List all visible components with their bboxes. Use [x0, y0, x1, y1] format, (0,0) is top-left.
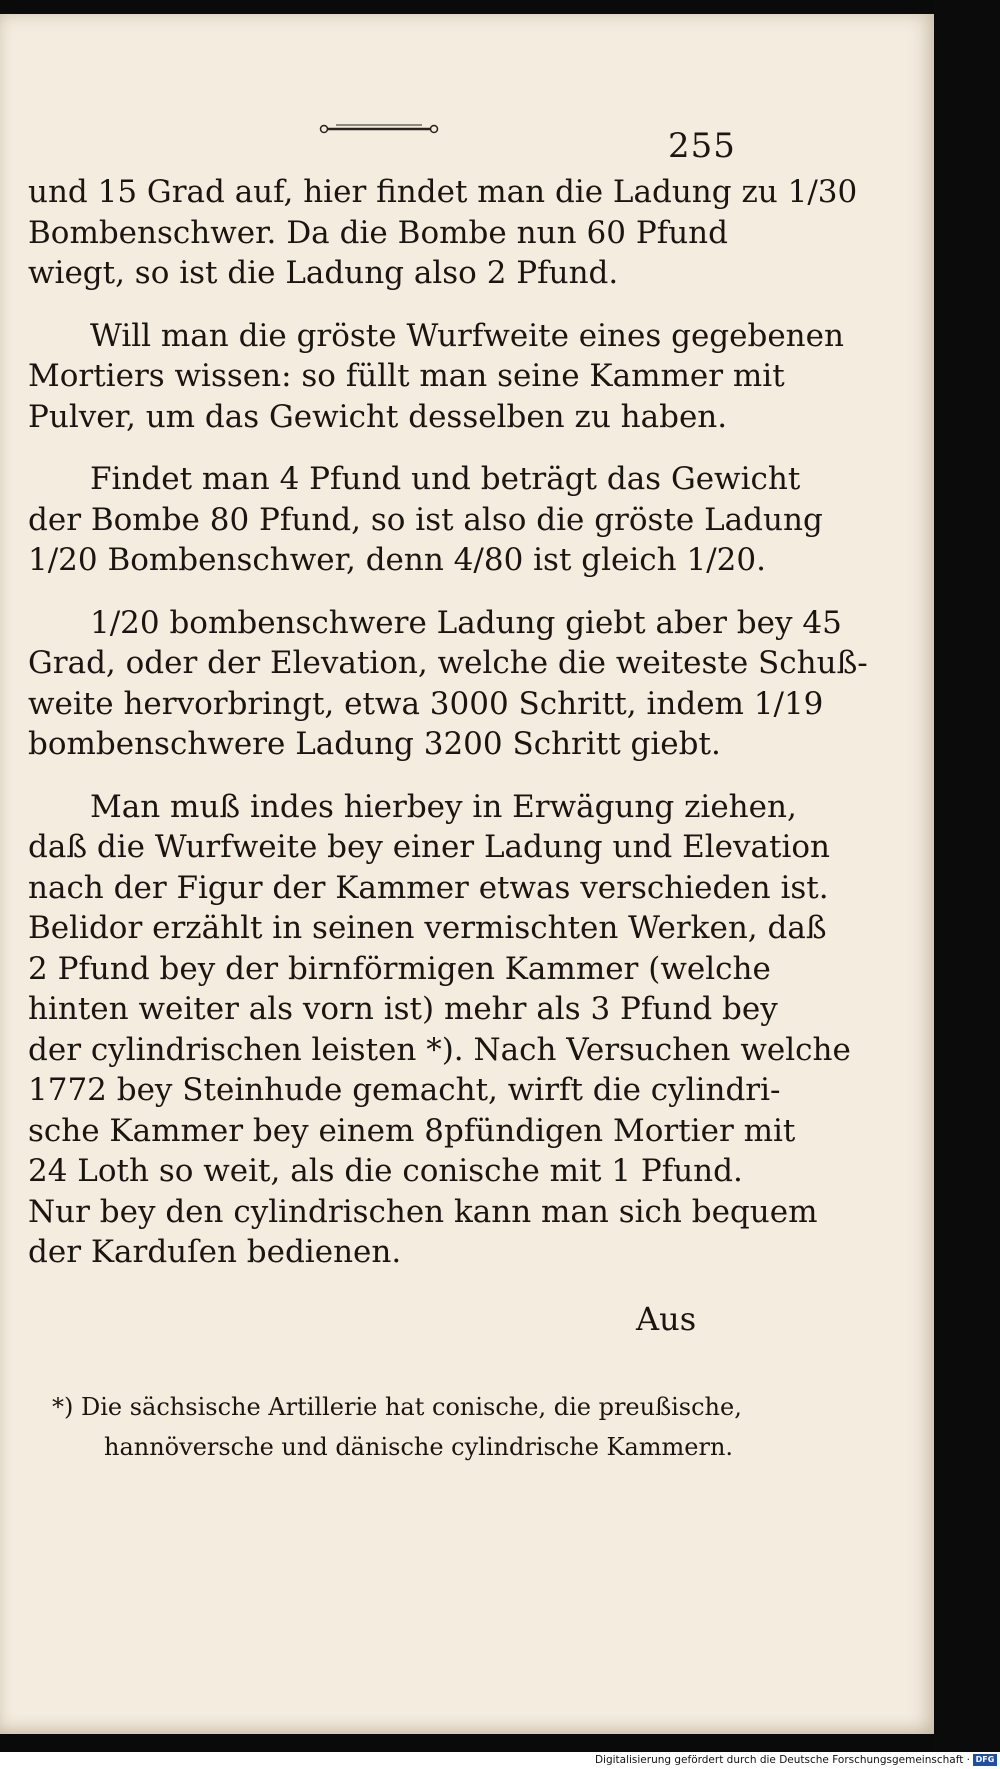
text-line: bombenschwere Ladung 3200 Schritt giebt.	[28, 726, 721, 762]
text-line: Bombenschwer. Da die Bombe nun 60 Pfund	[28, 214, 728, 251]
text-line: der Bombe 80 Pfund, so ist also die gröste Ladung	[28, 501, 823, 538]
text-line: Belidor erzählt in seinen vermischten Werken, daß	[28, 910, 827, 946]
text-line: Man muß indes hierbey in Erwägung ziehen,	[90, 788, 797, 825]
text-line: 24 Loth so weit, als die conische mit 1 Pfund.	[28, 1153, 743, 1189]
dfg-logo-icon[interactable]: DFG	[973, 1754, 997, 1766]
catchword: Aus	[636, 1300, 697, 1338]
text-line: Will man die gröste Wurfweite eines gegebenen	[90, 317, 844, 354]
text-line: 1/20 bombenschwere Ladung giebt aber bey 45	[90, 604, 842, 641]
text-line: nach der Figur der Kammer etwas verschieden ist.	[28, 869, 829, 906]
paragraph	[28, 172, 858, 294]
page-number: 255	[668, 126, 736, 166]
text-line: der cylindrischen leisten *). Nach Versuchen welche	[28, 1031, 851, 1068]
footnote-line: hannöversche und dänische cylindrische Kammern.	[104, 1433, 734, 1461]
text-line: 1772 bey Steinhude gemacht, wirft die cylindri-	[28, 1072, 781, 1108]
text-line: weite hervorbringt, etwa 3000 Schritt, indem 1/19	[28, 685, 824, 722]
text-line: daß die Wurfweite bey einer Ladung und Elevation	[28, 829, 831, 865]
paragraph	[28, 316, 844, 438]
body-text	[28, 172, 868, 1295]
footnote-line: *) Die sächsische Artillerie hat conische, die preußische,	[52, 1393, 742, 1421]
footnote	[52, 1387, 742, 1467]
text-line: wiegt, so ist die Ladung also 2 Pfund.	[28, 255, 619, 291]
text-line: Mortiers wissen: so füllt man seine Kammer mit	[28, 358, 785, 394]
text-line: hinten weiter als vorn ist) mehr als 3 Pfund bey	[28, 991, 778, 1027]
paragraph	[28, 603, 868, 765]
text-line: der Karduſen bedienen.	[28, 1234, 402, 1270]
text-line: 1/20 Bombenschwer, denn 4/80 ist gleich 1/20.	[28, 542, 766, 578]
text-line: sche Kammer bey einem 8pfündigen Mortier mit	[28, 1112, 796, 1149]
text-line: Pulver, um das Gewicht desselben zu haben.	[28, 398, 728, 435]
header-ornament	[318, 122, 440, 136]
text-line: und 15 Grad auf, hier findet man die Ladung zu 1/30	[28, 174, 858, 210]
text-line: Findet man 4 Pfund und beträgt das Gewicht	[90, 461, 801, 497]
text-line: 2 Pfund bey der birnförmigen Kammer (welche	[28, 950, 771, 987]
digitization-notice[interactable]: Digitalisierung gefördert durch die Deutsche Forschungsgemeinschaft ·	[594, 1754, 970, 1766]
scan-right-edge	[934, 0, 1000, 1752]
paragraph	[28, 459, 823, 581]
text-line: Nur bey den cylindrischen kann man sich bequem	[28, 1193, 818, 1230]
text-line: Grad, oder der Elevation, welche die weiteste Schuß-	[28, 645, 868, 681]
paragraph	[28, 787, 851, 1273]
